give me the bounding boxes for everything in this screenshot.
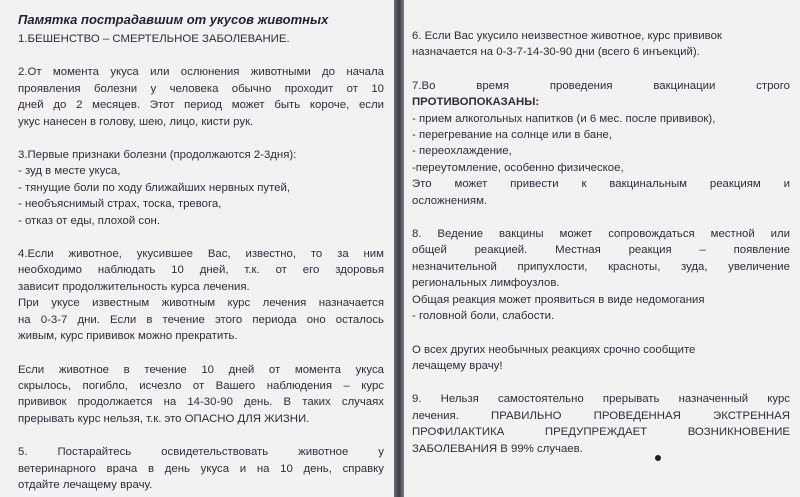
section-9-line: лечения. ПРАВИЛЬНО ПРОВЕДЕННАЯ ЭКСТРЕННАЯ xyxy=(412,409,790,422)
section-8-line: региональных лимфоузлов. xyxy=(412,277,560,290)
section-8-line: 8. Ведение вакцины может сопровождаться местной или xyxy=(412,228,790,241)
section-4-line: прививок продолжается на 14-30-90 день. В таких случаях xyxy=(18,396,384,409)
section-7-item: -переутомление, особенно физическое, xyxy=(412,161,624,174)
section-5-line: ветеринарного врача в день укуса и на 10 день, справку xyxy=(18,462,384,475)
section-6-line: назначается на 0-3-7-14-30-90 дни (всего 6 инъекций). xyxy=(412,46,700,59)
section-8-line: Общая реакция может проявиться в виде недомогания xyxy=(412,293,705,306)
left-page xyxy=(0,0,394,497)
section-9-line: 9. Нельзя самостоятельно прерывать назначенный курс xyxy=(412,393,790,406)
section-1: 1.БЕШЕНСТВО – СМЕРТЕЛЬНОЕ ЗАБОЛЕВАНИЕ. xyxy=(18,33,290,45)
section-3-item: - зуд в месте укуса, xyxy=(18,165,121,178)
section-4-line: 4.Если животное, укусившее Вас, известно, то за ним xyxy=(18,248,384,261)
section-6-line: 6. Если Вас укусило неизвестное животное, курс прививок xyxy=(412,30,722,42)
section-2-line: 2.От момента укуса или ослюнения животными до начала xyxy=(18,66,384,79)
section-4-line: При укусе известным животным курс лечения назначается xyxy=(18,297,384,310)
section-4-line: Если животное в течение 10 дней от момента укуса xyxy=(18,363,384,376)
page-title: Памятка пострадавшим от укусов животных xyxy=(18,12,329,27)
section-2-line: проявления болезни у человека обычно проходит от 10 xyxy=(18,82,384,95)
section-4-line: зависит продолжительность курса лечения. xyxy=(18,280,250,293)
section-3-heading: 3.Первые признаки болезни (продолжаются 2-3дня): xyxy=(18,149,297,162)
book-gutter xyxy=(394,0,404,497)
section-7-item: - переохлаждение, xyxy=(412,145,512,158)
section-7-item: - перегревание на солнце или в бане, xyxy=(412,129,613,142)
section-9-line: ЗАБОЛЕВАНИЯ В 99% случаев. xyxy=(412,442,583,455)
section-7-item: - прием алкогольных напитков (и 6 мес. после прививок), xyxy=(412,112,716,125)
section-4-line: необходимо наблюдать 10 дней, т.к. от его здоровья xyxy=(18,264,384,277)
section-4-line: прерывать курс нельзя, т.к. это ОПАСНО ДЛЯ ЖИЗНИ. xyxy=(18,412,310,425)
section-8-line: - головной боли, слабости. xyxy=(412,310,555,323)
right-page xyxy=(404,0,800,497)
section-4-line: на 0-3-7 дни. Если в течение этого периода оно осталось xyxy=(18,313,384,326)
section-3-item: - отказ от еды, плохой сон. xyxy=(18,214,160,227)
section-7-item: Это может привести к вакцинальным реакциям и xyxy=(412,178,790,191)
section-2-line: дней до 2 месяцев. Этот период может быть короче, если xyxy=(18,99,384,112)
section-4-line: скрылось, погибло, исчезло от Вашего наблюдения – курс xyxy=(18,379,384,392)
section-2-line: укус нанесен в голову, шею, лицо, кисти рук. xyxy=(18,115,254,128)
section-7-item: осложнениям. xyxy=(412,194,488,207)
ink-blot xyxy=(655,455,661,461)
section-8-line: общей реакцией. Местная реакция – появление xyxy=(412,244,790,257)
section-9-line: ПРОФИЛАКТИКА ПРЕДУПРЕЖДАЕТ ВОЗНИКНОВЕНИЕ xyxy=(412,426,790,439)
section-5-line: 5. Постарайтесь освидетельствовать животное у xyxy=(18,446,384,459)
section-7-contraindications: ПРОТИВОПОКАЗАНЫ: xyxy=(412,96,540,109)
section-4-line: живым, курс прививок можно прекратить. xyxy=(18,330,238,343)
section-3-item: - тянущие боли по ходу ближайших нервных путей, xyxy=(18,181,291,194)
section-3-item: - необъяснимый страх, тоска, тревога, xyxy=(18,198,222,211)
section-7-heading: 7.Во время проведения вакцинации строго xyxy=(412,79,790,92)
section-8-line: незначительной припухлости, красноты, зуда, увеличение xyxy=(412,260,790,273)
section-5-line: отдайте лечащему врачу. xyxy=(18,478,153,491)
section-8-notice: лечащему врачу! xyxy=(412,359,503,372)
section-8-notice: О всех других необычных реакциях срочно сообщите xyxy=(412,343,696,356)
